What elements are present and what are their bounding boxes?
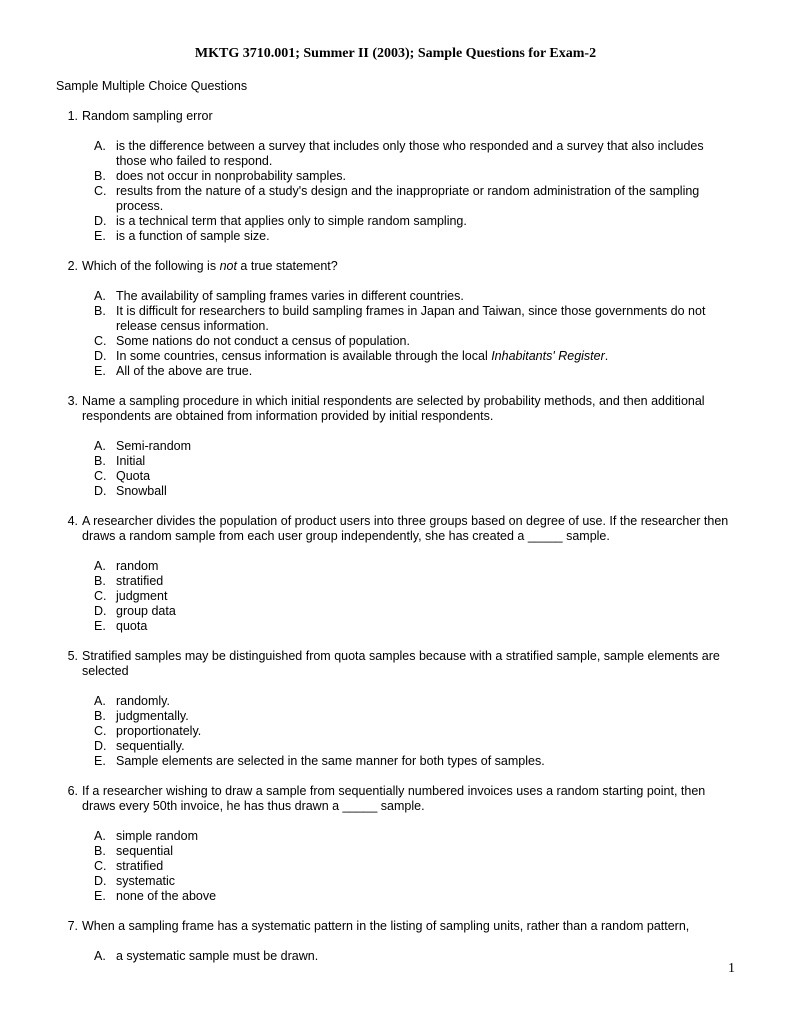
answer-list [94, 139, 736, 244]
answer-option [94, 484, 736, 499]
emphasis-text: not [219, 259, 237, 273]
answer-option [94, 889, 736, 904]
answer-option [94, 439, 736, 454]
answer-letter: A. [94, 694, 106, 708]
answer-text: is a technical term that applies only to simple random sampling. [116, 214, 467, 228]
question-text: Stratified samples may be distinguished from quota samples because with a stratified sample, sample elements are selected [82, 649, 720, 678]
answer-letter: C. [94, 859, 107, 873]
answer-option [94, 184, 736, 214]
answer-letter: C. [94, 334, 107, 348]
answer-text: none of the above [116, 889, 217, 903]
answer-option [94, 289, 736, 304]
answer-letter: A. [94, 829, 106, 843]
answer-letter: A. [94, 139, 106, 153]
answer-list [94, 289, 736, 379]
answer-option [94, 604, 736, 619]
question-number: 4. [67, 514, 78, 528]
answer-option [94, 874, 736, 889]
answer-text: random [116, 559, 159, 573]
answer-list [94, 949, 736, 964]
question-2 [56, 259, 736, 379]
answer-option [94, 754, 736, 769]
answer-letter: E. [94, 619, 106, 633]
answer-text: Initial [116, 454, 146, 468]
question-number: 7. [67, 919, 78, 933]
answer-text: It is difficult for researchers to build sampling frames in Japan and Taiwan, since those governments do not release census information. [116, 304, 706, 333]
answer-text: Quota [116, 469, 151, 483]
answer-letter: D. [94, 349, 107, 363]
answer-option [94, 334, 736, 349]
answer-text: proportionately. [116, 724, 202, 738]
answer-letter: A. [94, 949, 106, 963]
emphasis-text: Inhabitants' Register [491, 349, 605, 363]
answer-option [94, 139, 736, 169]
page-number: 1 [728, 961, 735, 976]
question-3 [56, 394, 736, 499]
answer-option [94, 844, 736, 859]
answer-text: Semi-random [116, 439, 192, 453]
answer-letter: B. [94, 574, 106, 588]
answer-option [94, 229, 736, 244]
answer-letter: A. [94, 289, 106, 303]
answer-list [94, 829, 736, 904]
answer-option [94, 694, 736, 709]
question-text [82, 259, 736, 274]
answer-text: Some nations do not conduct a census of population. [116, 334, 410, 348]
answer-option [94, 364, 736, 379]
answer-text [116, 349, 736, 364]
answer-letter: E. [94, 889, 106, 903]
answer-option [94, 724, 736, 739]
answer-option [94, 559, 736, 574]
answer-text: sequential [116, 844, 173, 858]
answer-option [94, 739, 736, 754]
answer-letter: E. [94, 364, 106, 378]
answer-letter: D. [94, 604, 107, 618]
question-text: Name a sampling procedure in which initial respondents are selected by probability methods, and then additional respondents are obtained from information provided by initial respondents. [82, 394, 705, 423]
answer-letter: C. [94, 724, 107, 738]
answer-text: is the difference between a survey that includes only those who responded and a survey that also includes those who failed to respond. [116, 139, 704, 168]
answer-letter: C. [94, 184, 107, 198]
answer-text: Snowball [116, 484, 167, 498]
answer-option [94, 304, 736, 334]
question-5 [56, 649, 736, 769]
answer-text: judgmentally. [116, 709, 189, 723]
answer-option [94, 949, 736, 964]
answer-letter: B. [94, 304, 106, 318]
document-body [56, 79, 736, 979]
answer-list [94, 694, 736, 769]
question-number: 5. [67, 649, 78, 663]
answer-text: randomly. [116, 694, 170, 708]
answer-text: All of the above are true. [116, 364, 253, 378]
answer-text: does not occur in nonprobability samples. [116, 169, 346, 183]
answer-option [94, 619, 736, 634]
section-heading: Sample Multiple Choice Questions [56, 79, 248, 93]
answer-letter: C. [94, 469, 107, 483]
answer-letter: A. [94, 439, 106, 453]
question-number: 1. [67, 109, 78, 123]
answer-option [94, 454, 736, 469]
answer-text: quota [116, 619, 148, 633]
document-title: MKTG 3710.001; Summer II (2003); Sample Questions for Exam-2 [194, 46, 597, 61]
answer-letter: B. [94, 844, 106, 858]
answer-letter: A. [94, 559, 106, 573]
answer-option [94, 589, 736, 604]
question-1 [56, 109, 736, 244]
answer-text: simple random [116, 829, 198, 843]
answer-option [94, 829, 736, 844]
answer-letter: D. [94, 214, 107, 228]
question-text-end: a true statement? [236, 259, 338, 273]
question-text: A researcher divides the population of product users into three groups based on degree of use. If the researcher then draws a random sample from each user group independently, she has created a _____ sample. [82, 514, 729, 543]
question-number: 3. [67, 394, 78, 408]
question-number: 6. [67, 784, 78, 798]
answer-text: stratified [116, 859, 164, 873]
answer-text: judgment [116, 589, 168, 603]
answer-list [94, 439, 736, 499]
answer-letter: E. [94, 229, 106, 243]
answer-text: systematic [116, 874, 176, 888]
answer-option [94, 214, 736, 229]
answer-letter: B. [94, 169, 106, 183]
question-number: 2. [67, 259, 78, 273]
answer-option [94, 169, 736, 184]
question-7 [56, 919, 736, 964]
answer-text: The availability of sampling frames varies in different countries. [116, 289, 464, 303]
answer-text: sequentially. [116, 739, 185, 753]
question-text: Random sampling error [82, 109, 213, 123]
answer-text: a systematic sample must be drawn. [116, 949, 319, 963]
answer-option [94, 859, 736, 874]
answer-option [94, 469, 736, 484]
answer-letter: E. [94, 754, 106, 768]
answer-text: group data [116, 604, 176, 618]
answer-letter: D. [94, 484, 107, 498]
question-text: If a researcher wishing to draw a sample from sequentially numbered invoices uses a random starting point, then draws every 50th invoice, he has thus drawn a _____ sample. [82, 784, 706, 813]
answer-text: is a function of sample size. [116, 229, 270, 243]
answer-option [94, 574, 736, 589]
answer-text: Sample elements are selected in the same manner for both types of samples. [116, 754, 545, 768]
question-6 [56, 784, 736, 904]
answer-letter: B. [94, 709, 106, 723]
answer-text-end: . [604, 349, 609, 363]
answer-text: stratified [116, 574, 164, 588]
question-4 [56, 514, 736, 634]
answer-list [94, 559, 736, 634]
answer-option [94, 709, 736, 724]
question-text: When a sampling frame has a systematic pattern in the listing of sampling units, rather than a random pattern, [82, 919, 690, 933]
answer-letter: B. [94, 454, 106, 468]
answer-letter: C. [94, 589, 107, 603]
answer-letter: D. [94, 739, 107, 753]
answer-letter: D. [94, 874, 107, 888]
answer-text-start: In some countries, census information is available through the local [116, 349, 492, 363]
question-text-start: Which of the following is [82, 259, 220, 273]
answer-option [94, 349, 736, 364]
answer-text: results from the nature of a study's design and the inappropriate or random administration of the sampling process. [116, 184, 700, 213]
